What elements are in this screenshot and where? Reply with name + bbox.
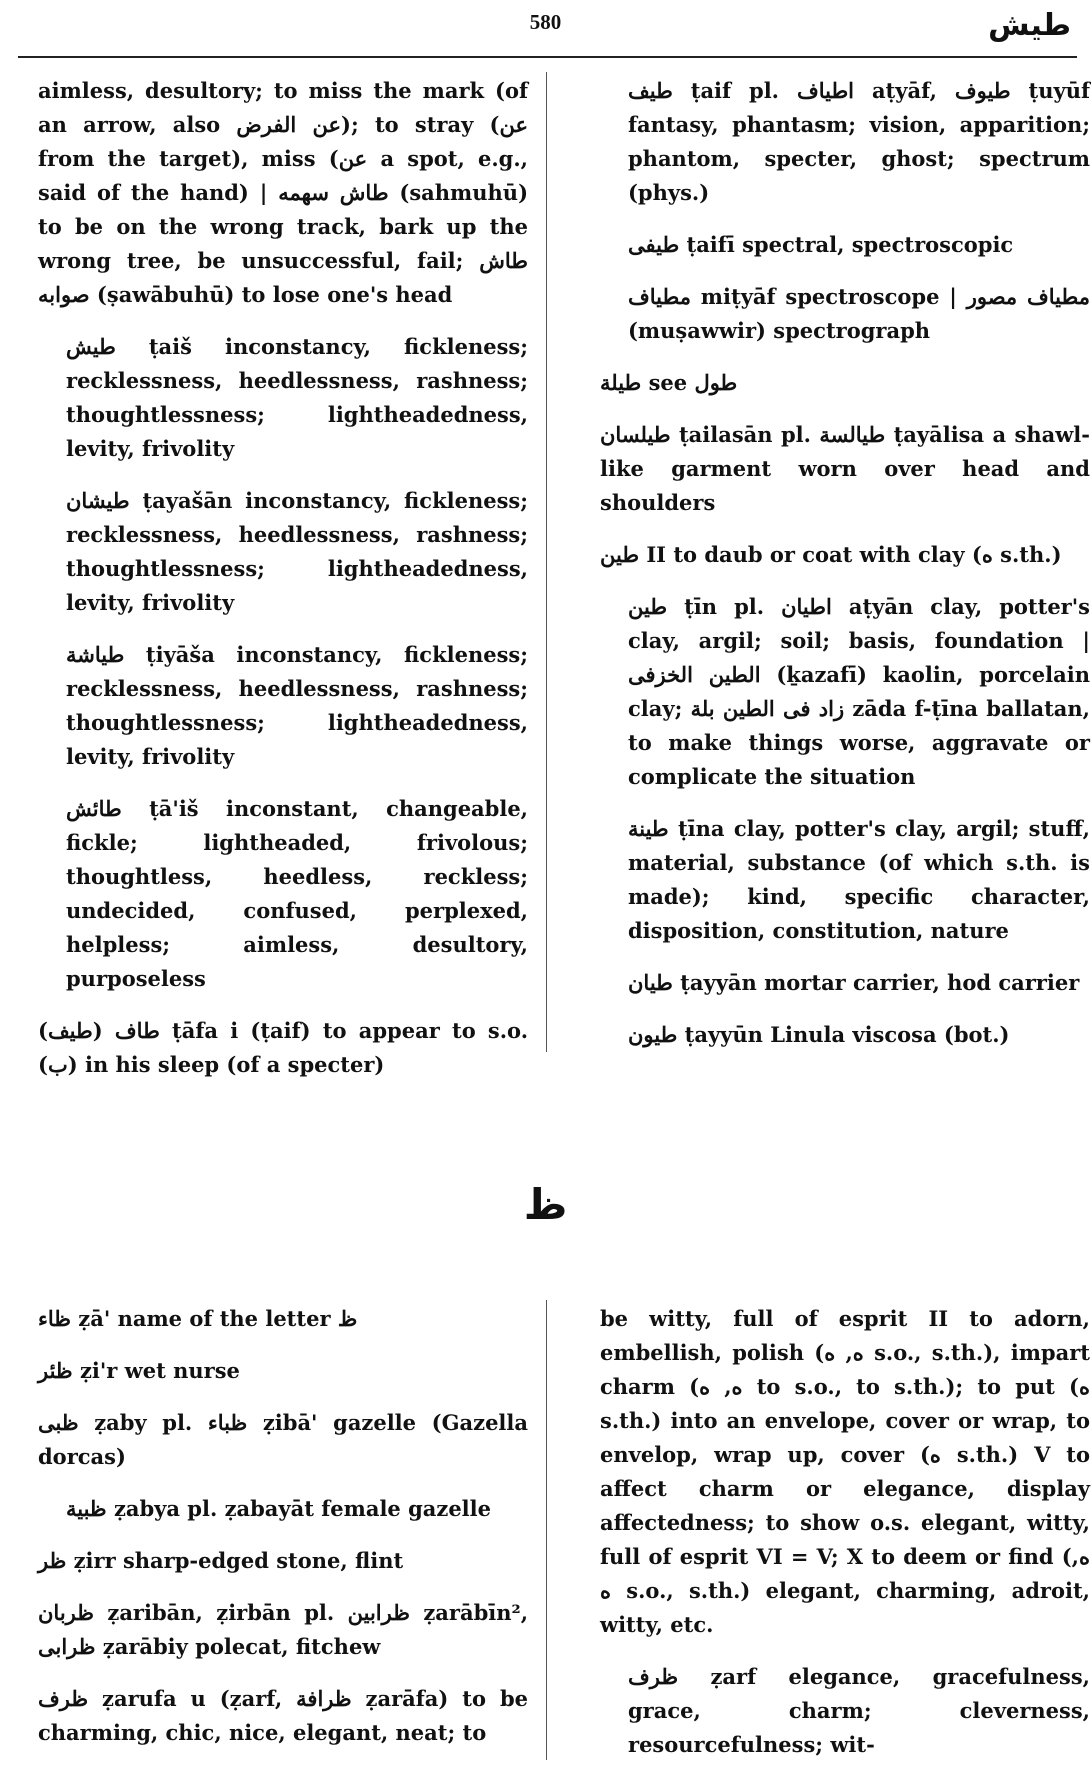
dictionary-entry: ظربان ẓaribān, ẓirbān pl. ظرابين ẓarābīn², ظرابى ẓarābiy polecat, fitchew bbox=[38, 1600, 529, 1659]
dictionary-entry: طيشان ṭayašān inconstancy, fickleness; recklessness, heedlessness, rashness; thoughtlessness; lightheadedness, levity, frivolity bbox=[66, 488, 528, 615]
dictionary-entry: طيلسان ṭailasān pl. طيالسة ṭayālisa a shawl-like garment worn over head and shoulders bbox=[600, 422, 1090, 515]
dictionary-entry: طائش ṭā'iš inconstant, changeable, fickle; lightheaded, frivolous; thoughtless, heedless, reckless; undecided, confused, perplexed, helpless; aimless, desultory, purposeless bbox=[66, 796, 528, 991]
dictionary-entry: (طيف) طاف ṭāfa i (ṭaif) to appear to s.o. (ب) in his sleep (of a specter) bbox=[38, 1018, 529, 1077]
bottom-left-column bbox=[38, 1302, 528, 1768]
dictionary-entry: ظبية ẓabya pl. ẓabayāt female gazelle bbox=[66, 1496, 491, 1521]
running-headword: طيش bbox=[988, 8, 1071, 43]
dictionary-entry: طيفى ṭaifī spectral, spectroscopic bbox=[628, 232, 1014, 257]
dictionary-entry: aimless, desultory; to miss the mark (of an arrow, also عن الفرض); to stray (عن from the target), miss (عن a spot, e.g., said of the hand) | طاش سهمه (sahmuhū) to be on the wrong track, bark up the wrong tree, be unsuccessful, fail; طاش صوابه (ṣawābuhū) to lose one's head bbox=[38, 78, 528, 307]
column-divider-bottom bbox=[546, 1300, 547, 1760]
top-right-column bbox=[600, 74, 1090, 1070]
dictionary-entry: ظاء ẓā' name of the letter ظ bbox=[38, 1306, 358, 1331]
dictionary-entry: ظبى ẓaby pl. ظباء ẓibā' gazelle (Gazella dorcas) bbox=[38, 1410, 528, 1469]
dictionary-entry: طيان ṭayyān mortar carrier, hod carrier bbox=[628, 970, 1080, 995]
dictionary-entry: ظرف ẓarf elegance, gracefulness, grace, charm; cleverness, resourcefulness; wit- bbox=[628, 1664, 1090, 1757]
dictionary-entry: be witty, full of esprit II to adorn, embellish, polish (ه, ه s.o., s.th.), impart charm (ه, ه to s.o., to s.th.); to put (ه s.th.) into an envelope, cover or wrap, to envelop, wrap up, cover (ه s.th.) V to affect charm or elegance, display affectedness; to show o.s. elegant, witty, full of esprit VI = V; X to deem or find (ه, ه s.o., s.th.) elegant, charming, adroit, witty, etc. bbox=[600, 1306, 1090, 1637]
page-number: 580 bbox=[529, 10, 562, 34]
dictionary-entry: طياشة ṭiyāša inconstancy, fickleness; recklessness, heedlessness, rashness; thoughtlessness; lightheadedness, levity, frivolity bbox=[66, 642, 528, 769]
dictionary-entry: طيون ṭayyūn Linula viscosa (bot.) bbox=[628, 1022, 1010, 1047]
header-rule bbox=[18, 56, 1077, 58]
dictionary-entry: طين II to daub or coat with clay (ه s.th.) bbox=[600, 542, 1062, 567]
dictionary-entry: ظئر ẓi'r wet nurse bbox=[38, 1358, 240, 1383]
dictionary-entry: ظرف ẓarufa u (ẓarf, ظرافة ẓarāfa) to be charming, chic, nice, elegant, neat; to bbox=[38, 1686, 529, 1745]
dictionary-entry: طيش ṭaiš inconstancy, fickleness; recklessness, heedlessness, rashness; thoughtlessness; lightheadedness, levity, frivolity bbox=[66, 334, 528, 461]
dictionary-entry: ظر ẓirr sharp-edged stone, flint bbox=[38, 1548, 404, 1573]
bottom-right-column bbox=[600, 1302, 1090, 1780]
dictionary-entry: طيلة see طول bbox=[600, 370, 738, 395]
dictionary-entry: طينة ṭīna clay, potter's clay, argil; stuff, material, substance (of which s.th. is made); kind, specific character, disposition, constitution, nature bbox=[628, 816, 1090, 943]
section-letter-heading: ظ bbox=[523, 1180, 568, 1229]
column-divider-top bbox=[546, 72, 547, 1052]
dictionary-entry: مطياف miṭyāf spectroscope | مطياف مصور (muṣawwir) spectrograph bbox=[628, 284, 1090, 343]
dictionary-entry: طين ṭīn pl. اطيان aṭyān clay, potter's clay, argil; soil; basis, foundation | الطين الخزفى (ḵazafī) kaolin, porcelain clay; زاد فى الطين بلة zāda f-ṭīna ballatan, to make things worse, aggravate or complicate the situation bbox=[628, 594, 1091, 789]
dictionary-entry: طيف ṭaif pl. اطياف aṭyāf, طيوف ṭuyūf fantasy, phantasm; vision, apparition; phantom, specter, ghost; spectrum (phys.) bbox=[628, 78, 1090, 205]
top-left-column bbox=[38, 74, 528, 1100]
